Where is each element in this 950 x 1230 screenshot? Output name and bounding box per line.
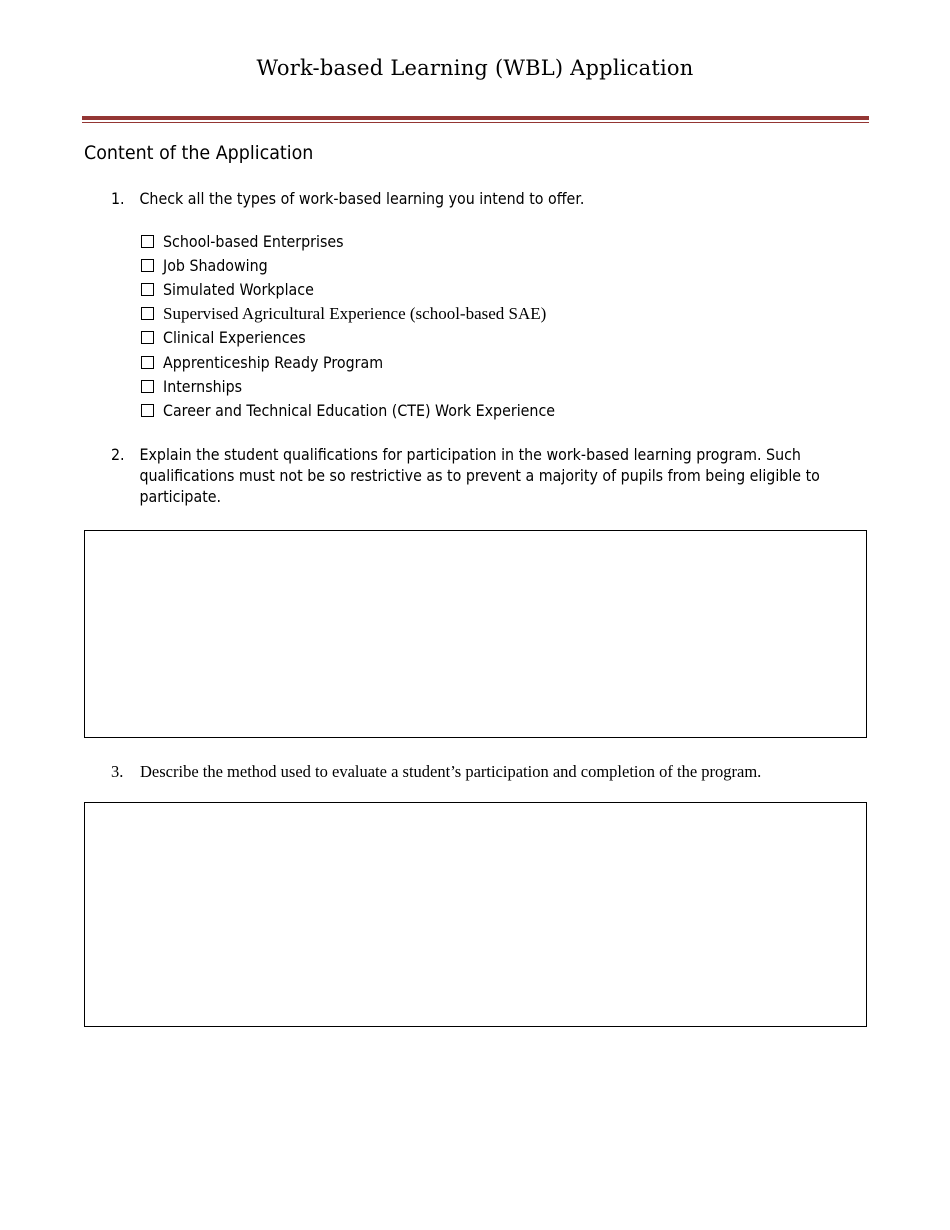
option-label: Apprenticeship Ready Program <box>163 352 384 372</box>
question-3-number: 3. <box>111 762 124 781</box>
question-2-number: 2. <box>111 445 125 464</box>
checkbox[interactable] <box>141 380 154 393</box>
checkbox[interactable] <box>141 235 154 248</box>
checkbox[interactable] <box>141 307 154 320</box>
question-3-text: Describe the method used to evaluate a student’s participation and completion of the program. <box>140 762 762 781</box>
option-clinical-experiences[interactable] <box>141 326 604 350</box>
checkbox[interactable] <box>141 331 154 344</box>
document-title: Work-based Learning (WBL) Application <box>256 56 694 80</box>
option-apprenticeship-ready-program[interactable] <box>141 350 604 374</box>
option-supervised-agricultural-experience[interactable] <box>141 302 604 326</box>
checkbox[interactable] <box>141 283 154 296</box>
option-label: Internships <box>163 376 243 396</box>
checkbox[interactable] <box>141 356 154 369</box>
checkbox[interactable] <box>141 259 154 272</box>
option-internships[interactable] <box>141 374 604 398</box>
option-school-based-enterprises[interactable] <box>141 229 604 253</box>
header-rule-thick <box>82 116 869 120</box>
option-label: Clinical Experiences <box>163 328 306 348</box>
question-1-text: Check all the types of work-based learning you intend to offer. <box>139 189 585 208</box>
checkbox[interactable] <box>141 404 154 417</box>
question-1-number: 1. <box>111 189 125 208</box>
question-2-answer-field[interactable] <box>84 530 867 738</box>
option-label: Supervised Agricultural Experience (school-based SAE) <box>163 303 547 323</box>
option-label: Career and Technical Education (CTE) Work Experience <box>163 400 556 420</box>
question-2-text: Explain the student qualifications for participation in the work-based learning program. Such qualifications must not be so restrictive as to prevent a majority of pupils from being eligible to participate. <box>139 445 820 506</box>
option-cte-work-experience[interactable] <box>141 398 604 422</box>
question-3-answer-field[interactable] <box>84 802 867 1027</box>
option-job-shadowing[interactable] <box>141 253 604 277</box>
option-label: Job Shadowing <box>163 255 268 275</box>
option-label: School-based Enterprises <box>163 231 344 251</box>
option-label: Simulated Workplace <box>163 279 314 299</box>
header-rule-thin <box>82 122 869 123</box>
option-simulated-workplace[interactable] <box>141 277 604 301</box>
wbl-type-options <box>141 229 604 423</box>
section-heading: Content of the Application <box>84 142 314 164</box>
